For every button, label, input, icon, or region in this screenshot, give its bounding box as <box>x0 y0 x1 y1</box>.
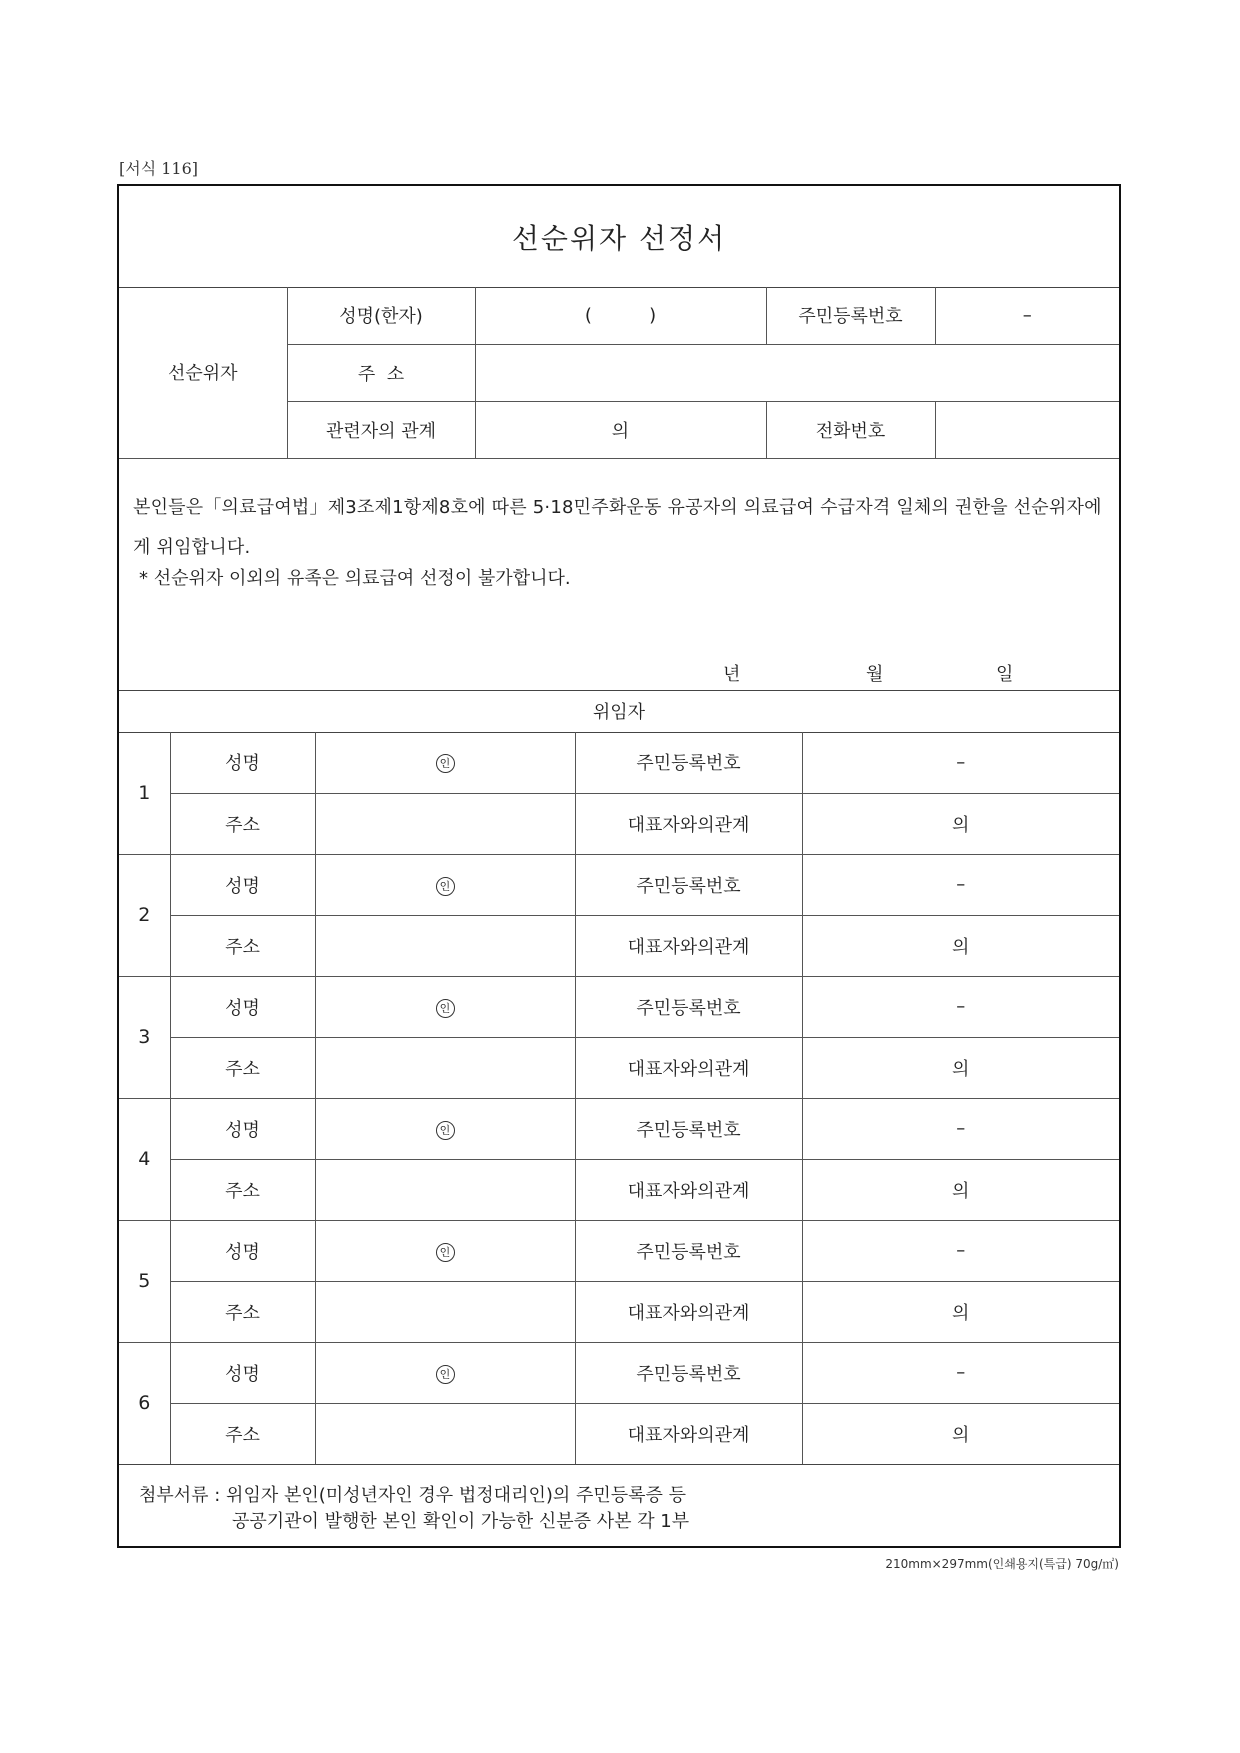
delegator-name-field[interactable] <box>315 854 575 915</box>
delegator-name-field[interactable] <box>315 1098 575 1159</box>
delegator-relation-label: 대표자와의관계 <box>575 793 802 854</box>
date-month[interactable]: 월 <box>866 664 884 685</box>
senior-relation-field[interactable]: 의 <box>475 401 766 458</box>
delegator-address-row <box>119 1159 1119 1220</box>
seal-icon: 인 <box>436 1365 455 1384</box>
delegator-name-row <box>119 1098 1119 1159</box>
senior-relation-label: 관련자의 관계 <box>287 401 475 458</box>
delegator-rrn-field[interactable]: – <box>802 1342 1119 1403</box>
form-title: 선순위자 선정서 <box>511 221 727 255</box>
attachments-section <box>119 1464 1119 1549</box>
attachments-line-1: 첨부서류 : 위임자 본인(미성년자인 경우 법정대리인)의 주민등록증 등 <box>139 1485 687 1506</box>
delegator-rrn-field[interactable]: – <box>802 732 1119 793</box>
senior-table <box>119 287 1119 459</box>
delegator-relation-label: 대표자와의관계 <box>575 1159 802 1220</box>
delegator-number: 5 <box>119 1220 170 1342</box>
delegator-name-row <box>119 1342 1119 1403</box>
delegator-rrn-label: 주민등록번호 <box>575 976 802 1037</box>
delegator-rrn-label: 주민등록번호 <box>575 1220 802 1281</box>
seal-icon: 인 <box>436 1121 455 1140</box>
delegator-relation-field[interactable]: 의 <box>802 793 1119 854</box>
senior-name-field[interactable]: ( ) <box>475 287 766 344</box>
delegator-rrn-field[interactable]: – <box>802 854 1119 915</box>
delegator-name-field[interactable] <box>315 976 575 1037</box>
delegator-address-field[interactable] <box>315 1403 575 1464</box>
delegator-number: 4 <box>119 1098 170 1220</box>
senior-section-label: 선순위자 <box>119 287 287 458</box>
delegator-rrn-label: 주민등록번호 <box>575 1342 802 1403</box>
seal-icon: 인 <box>436 754 455 773</box>
senior-address-label: 주 소 <box>287 344 475 401</box>
attachments-line-2: 공공기관이 발행한 본인 확인이 가능한 신분증 사본 각 1부 <box>232 1511 690 1532</box>
delegator-address-field[interactable] <box>315 1159 575 1220</box>
delegator-name-label: 성명 <box>170 1220 315 1281</box>
delegator-number: 3 <box>119 976 170 1098</box>
delegator-address-label: 주소 <box>170 1403 315 1464</box>
delegator-relation-label: 대표자와의관계 <box>575 1403 802 1464</box>
delegator-relation-field[interactable]: 의 <box>802 915 1119 976</box>
delegator-relation-label: 대표자와의관계 <box>575 915 802 976</box>
delegator-address-label: 주소 <box>170 915 315 976</box>
statement-note: * 선순위자 이외의 유족은 의료급여 선정이 불가합니다. <box>139 568 571 589</box>
delegator-rrn-label: 주민등록번호 <box>575 732 802 793</box>
senior-rrn-label: 주민등록번호 <box>766 287 935 344</box>
delegator-rrn-field[interactable]: – <box>802 976 1119 1037</box>
senior-phone-field[interactable] <box>935 401 1119 458</box>
senior-row-name <box>119 287 1119 344</box>
delegator-name-label: 성명 <box>170 976 315 1037</box>
delegator-address-row <box>119 1281 1119 1342</box>
statement-body: 본인들은「의료급여법」제3조제1항제8호에 따른 5·18민주화운동 유공자의 의료급여 수급자격 일체의 권한을 선순위자에게 위임합니다. <box>133 497 1102 558</box>
delegator-address-field[interactable] <box>315 1281 575 1342</box>
delegator-relation-field[interactable]: 의 <box>802 1403 1119 1464</box>
delegator-relation-label: 대표자와의관계 <box>575 1037 802 1098</box>
delegator-address-label: 주소 <box>170 793 315 854</box>
statement-section <box>119 458 1119 691</box>
delegator-name-label: 성명 <box>170 1342 315 1403</box>
date-day[interactable]: 일 <box>996 664 1014 685</box>
delegator-address-row <box>119 1403 1119 1464</box>
delegator-name-row <box>119 1220 1119 1281</box>
delegator-relation-field[interactable]: 의 <box>802 1037 1119 1098</box>
delegator-address-field[interactable] <box>315 915 575 976</box>
delegator-relation-field[interactable]: 의 <box>802 1159 1119 1220</box>
delegator-name-row <box>119 854 1119 915</box>
paper-spec: 210mm×297mm(인쇄용지(특급) 70g/㎡) <box>885 1557 1119 1571</box>
delegator-rrn-label: 주민등록번호 <box>575 854 802 915</box>
senior-name-label: 성명(한자) <box>287 287 475 344</box>
senior-address-field[interactable] <box>475 344 1119 401</box>
delegator-table <box>119 732 1119 1465</box>
date-year[interactable]: 년 <box>723 664 741 685</box>
seal-icon: 인 <box>436 1243 455 1262</box>
seal-icon: 인 <box>436 877 455 896</box>
delegator-name-label: 성명 <box>170 854 315 915</box>
delegator-address-field[interactable] <box>315 793 575 854</box>
delegator-number: 1 <box>119 732 170 854</box>
title-row <box>119 186 1119 288</box>
delegator-number: 2 <box>119 854 170 976</box>
delegator-name-label: 성명 <box>170 732 315 793</box>
delegator-name-row <box>119 976 1119 1037</box>
delegator-name-label: 성명 <box>170 1098 315 1159</box>
form-number: [서식 116] <box>119 159 199 178</box>
delegator-name-field[interactable] <box>315 1342 575 1403</box>
delegator-section-title: 위임자 <box>119 690 1119 733</box>
delegator-relation-field[interactable]: 의 <box>802 1281 1119 1342</box>
delegator-address-label: 주소 <box>170 1281 315 1342</box>
delegator-address-label: 주소 <box>170 1159 315 1220</box>
delegator-name-row <box>119 732 1119 793</box>
seal-icon: 인 <box>436 999 455 1018</box>
delegator-address-row <box>119 1037 1119 1098</box>
delegator-address-row <box>119 793 1119 854</box>
delegator-address-label: 주소 <box>170 1037 315 1098</box>
form-frame <box>117 184 1121 1548</box>
delegator-number: 6 <box>119 1342 170 1464</box>
delegator-relation-label: 대표자와의관계 <box>575 1281 802 1342</box>
delegator-name-field[interactable] <box>315 732 575 793</box>
delegator-rrn-field[interactable]: – <box>802 1220 1119 1281</box>
senior-rrn-field[interactable]: – <box>935 287 1119 344</box>
senior-phone-label: 전화번호 <box>766 401 935 458</box>
delegator-address-row <box>119 915 1119 976</box>
delegator-rrn-field[interactable]: – <box>802 1098 1119 1159</box>
delegator-address-field[interactable] <box>315 1037 575 1098</box>
delegator-name-field[interactable] <box>315 1220 575 1281</box>
delegator-rrn-label: 주민등록번호 <box>575 1098 802 1159</box>
